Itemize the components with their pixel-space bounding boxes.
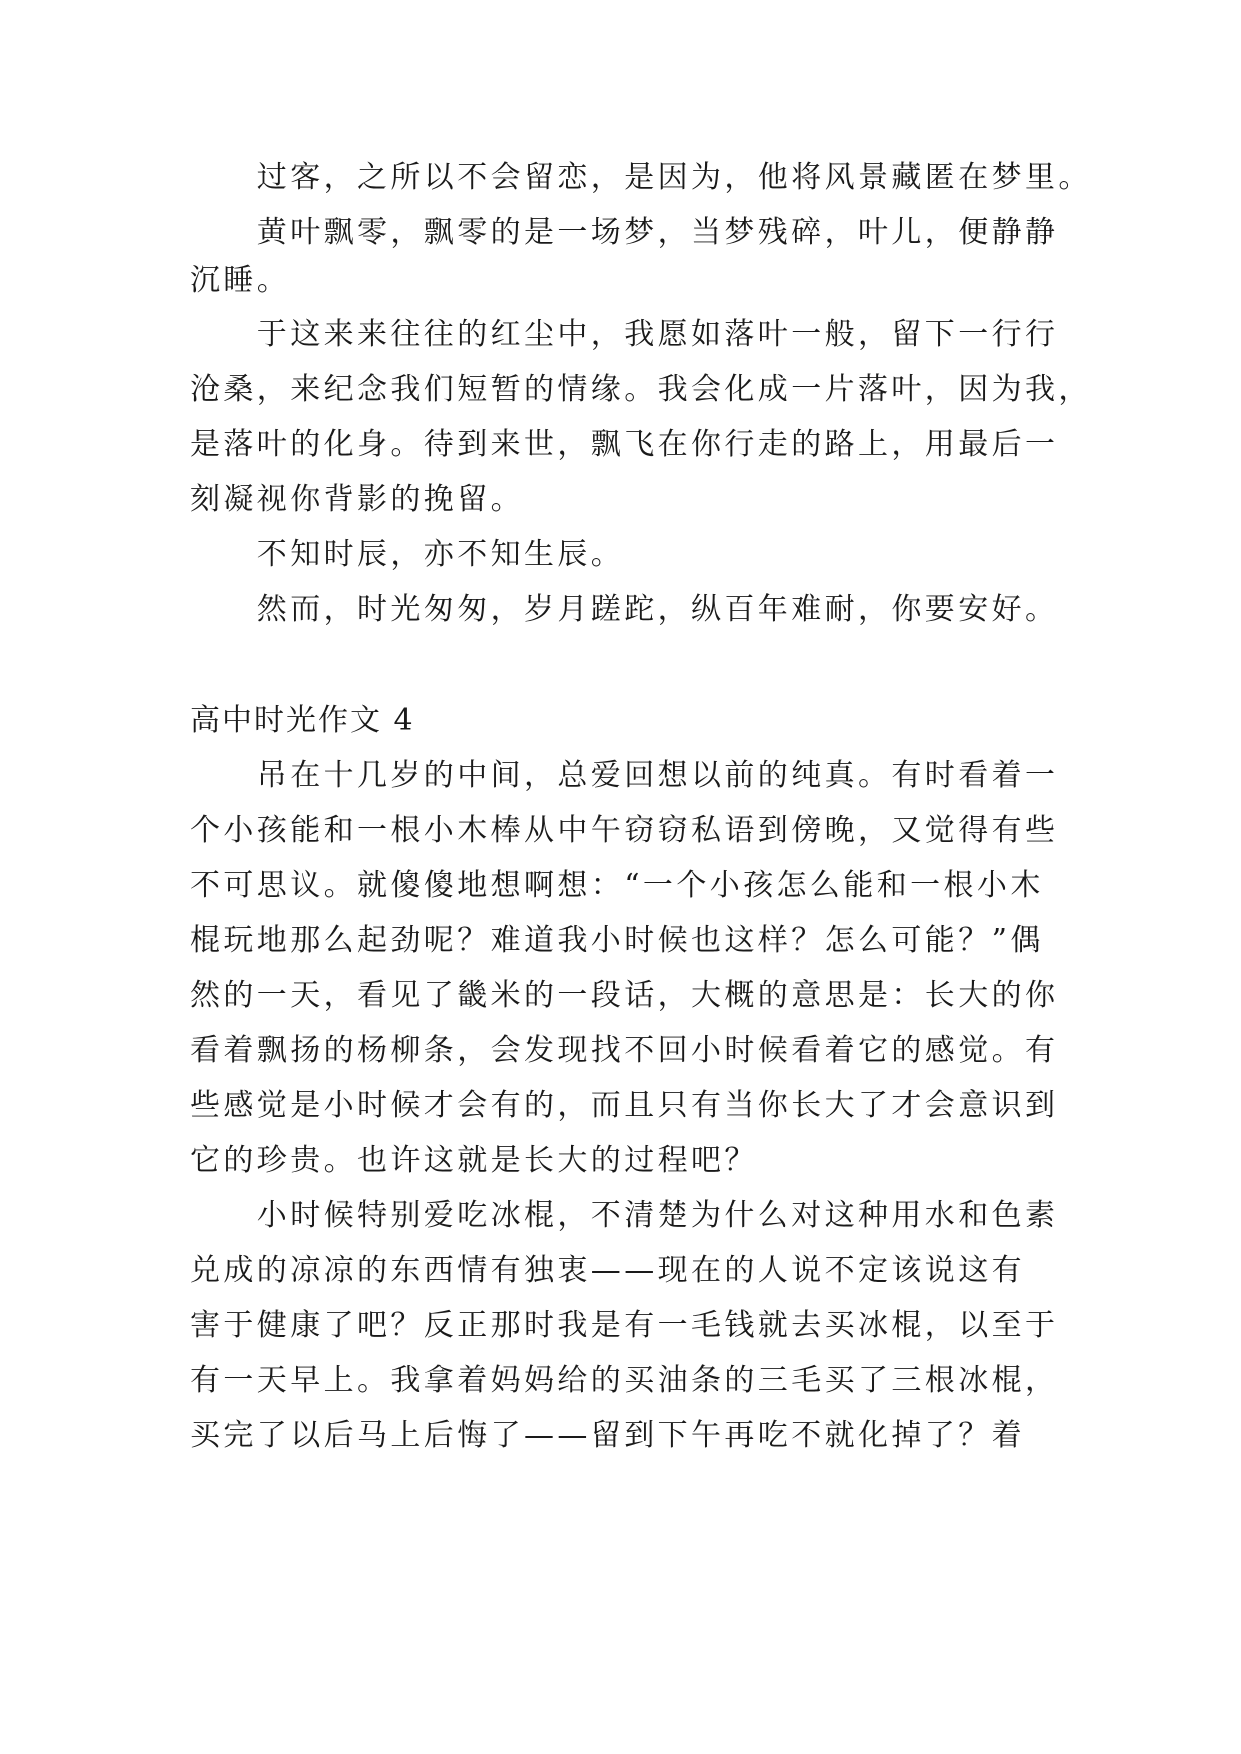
paragraph-line: 棍玩地那么起劲呢？难道我小时候也这样？怎么可能？”偶	[190, 923, 1044, 958]
paragraph-line: 小时候特别爱吃冰棍，不清楚为什么对这种用水和色素	[190, 1198, 1059, 1233]
paragraph-line: 有一天早上。我拿着妈妈给的买油条的三毛买了三根冰棍，	[190, 1363, 1059, 1398]
paragraph-line: 些感觉是小时候才会有的，而且只有当你长大了才会意识到	[190, 1088, 1059, 1123]
paragraph-line: 吊在十几岁的中间，总爱回想以前的纯真。有时看着一	[190, 758, 1059, 793]
paragraph-line: 不可思议。就傻傻地想啊想：“一个小孩怎么能和一根小木	[190, 868, 1044, 903]
paragraph-line: 于这来来往往的红尘中，我愿如落叶一般，留下一行行	[190, 317, 1059, 352]
paragraph-line: 沧桑，来纪念我们短暂的情缘。我会化成一片落叶，因为我，	[190, 372, 1092, 407]
paragraph-line: 兑成的凉凉的东西情有独衷——现在的人说不定该说这有	[190, 1253, 1025, 1288]
paragraph-line: 然而，时光匆匆，岁月蹉跎，纵百年难耐，你要安好。	[190, 592, 1059, 627]
paragraph-line: 然的一天，看见了畿米的一段话，大概的意思是：长大的你	[190, 978, 1059, 1013]
paragraph-line: 过客，之所以不会留恋，是因为，他将风景藏匿在梦里。	[190, 160, 1092, 195]
document-body	[190, 160, 1092, 1453]
paragraph-line: 刻凝视你背影的挽留。	[190, 482, 524, 517]
paragraph-line: 看着飘扬的杨柳条，会发现找不回小时候看着它的感觉。有	[190, 1033, 1059, 1068]
paragraph-line: 不知时辰，亦不知生辰。	[190, 537, 625, 572]
paragraph-line: 黄叶飘零，飘零的是一场梦，当梦残碎，叶儿，便静静	[190, 215, 1059, 250]
paragraph-line: 它的珍贵。也许这就是长大的过程吧？	[190, 1143, 758, 1178]
paragraph-line: 是落叶的化身。待到来世，飘飞在你行走的路上，用最后一	[190, 427, 1059, 462]
paragraph-line: 买完了以后马上后悔了——留到下午再吃不就化掉了？着	[190, 1418, 1025, 1453]
paragraph-line: 个小孩能和一根小木棒从中午窃窃私语到傍晚，又觉得有些	[190, 813, 1059, 848]
paragraph-line: 害于健康了吧？反正那时我是有一毛钱就去买冰棍，以至于	[190, 1308, 1059, 1343]
paragraph-line: 沉睡。	[190, 263, 291, 298]
section-heading: 高中时光作文 4	[190, 703, 415, 738]
